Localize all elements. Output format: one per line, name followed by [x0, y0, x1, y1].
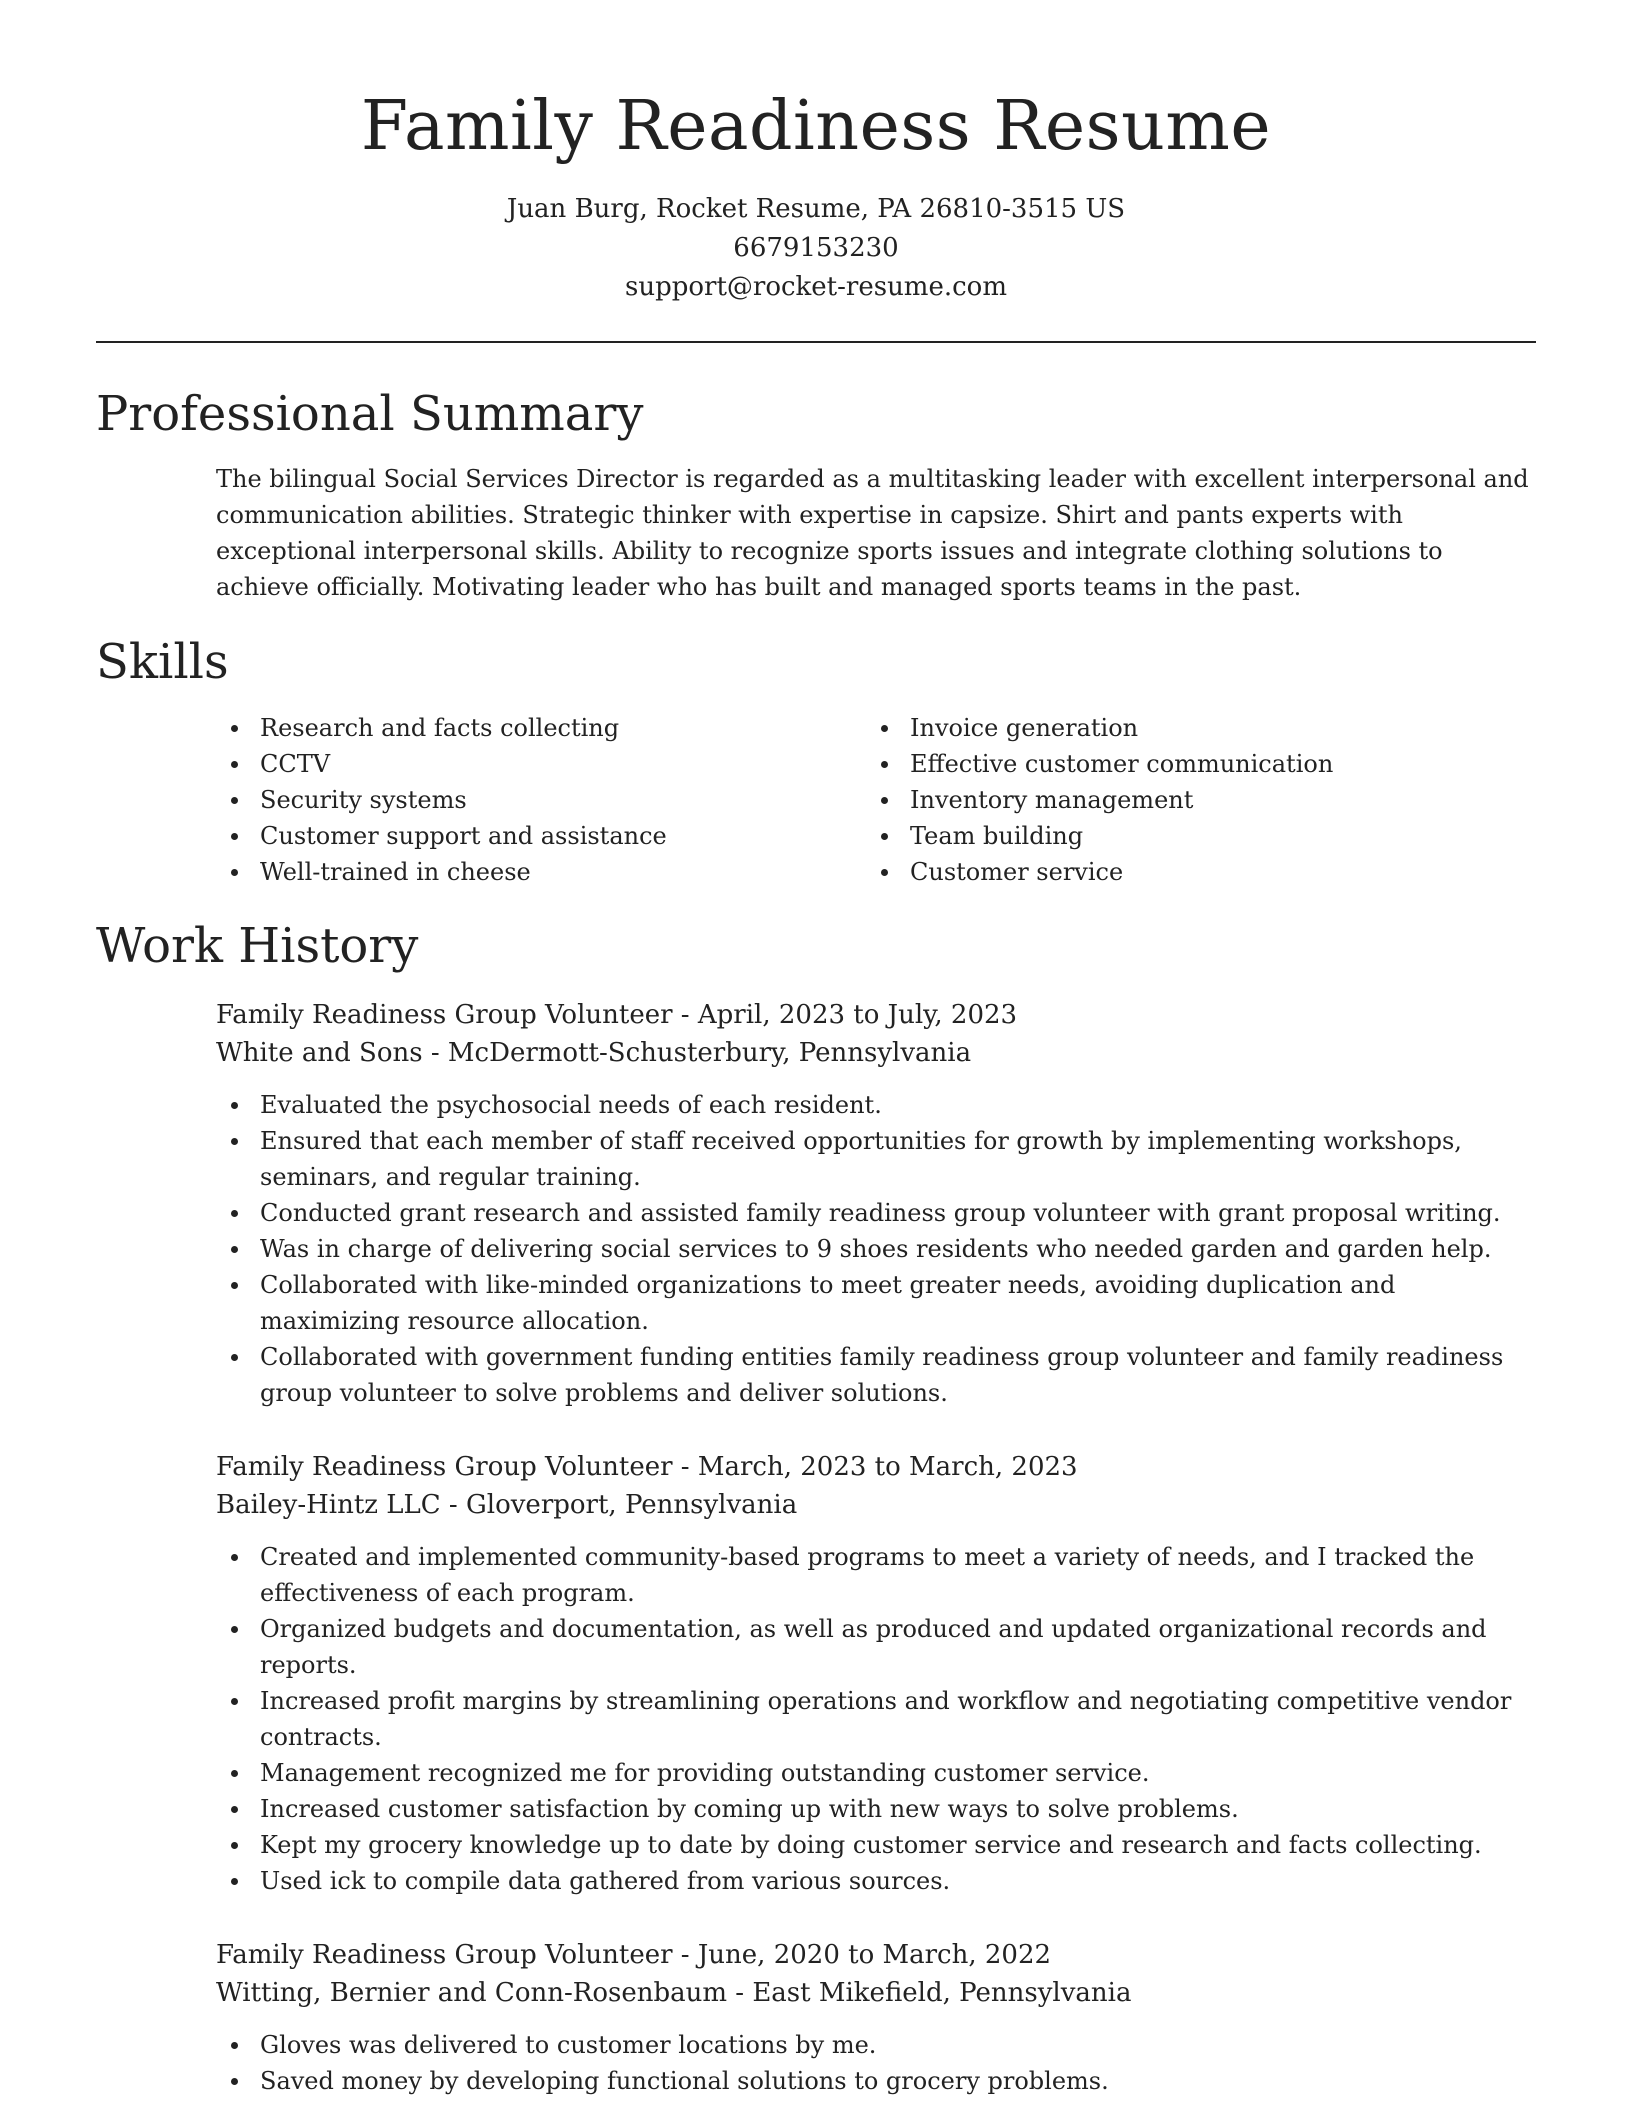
skill-item: Customer service — [866, 854, 1536, 890]
job-title: Family Readiness Group Volunteer — [216, 1940, 673, 1970]
job-location: Gloverport, Pennsylvania — [466, 1490, 798, 1520]
job-title-line: Family Readiness Group Volunteer - April, 2023 to July, 2023 — [216, 1000, 1018, 1030]
job-dates: April, 2023 to July, 2023 — [697, 1000, 1018, 1030]
skill-item: Customer support and assistance — [216, 818, 836, 854]
skill-item: Security systems — [216, 782, 836, 818]
work-history-heading: Work History — [96, 918, 419, 974]
job-bullet: Collaborated with government funding entities family readiness group volunteer and family readiness group volunteer to solve problems and deliver solutions. — [216, 1339, 1536, 1411]
job-bullet: Conducted grant research and assisted family readiness group volunteer with grant proposal writing. — [216, 1195, 1536, 1231]
job-company-line: Bailey-Hintz LLC - Gloverport, Pennsylvania — [216, 1490, 798, 1520]
job-company: Bailey-Hintz LLC — [216, 1490, 441, 1520]
job-bullet: Created and implemented community-based programs to meet a variety of needs, and I tracked the effectiveness of each program. — [216, 1539, 1536, 1611]
contact-info — [0, 190, 1632, 307]
job-bullets — [216, 2027, 1536, 2099]
contact-address: Juan Burg, Rocket Resume, PA 26810-3515 US — [506, 194, 1126, 224]
skill-item: Effective customer communication — [866, 746, 1536, 782]
job-bullet: Increased customer satisfaction by coming up with new ways to solve problems. — [216, 1791, 1536, 1827]
skill-item: CCTV — [216, 746, 836, 782]
job-title: Family Readiness Group Volunteer — [216, 1000, 673, 1030]
skill-item: Team building — [866, 818, 1536, 854]
summary-heading: Professional Summary — [96, 386, 644, 442]
job-bullet: Organized budgets and documentation, as well as produced and updated organizational records and reports. — [216, 1611, 1536, 1683]
job-title: Family Readiness Group Volunteer — [216, 1452, 673, 1482]
job-dates: March, 2023 to March, 2023 — [697, 1452, 1078, 1482]
skills-list-right — [866, 710, 1536, 890]
skill-item: Well-trained in cheese — [216, 854, 836, 890]
resume-title: Family Readiness Resume — [360, 87, 1272, 166]
job-bullet: Increased profit margins by streamlining operations and workflow and negotiating competitive vendor contracts. — [216, 1683, 1536, 1755]
job-company-line: Witting, Bernier and Conn-Rosenbaum - East Mikefield, Pennsylvania — [216, 1978, 1132, 2008]
job-company: Witting, Bernier and Conn-Rosenbaum — [216, 1978, 727, 2008]
job-title-line: Family Readiness Group Volunteer - March, 2023 to March, 2023 — [216, 1452, 1078, 1482]
header-divider — [96, 341, 1536, 343]
skill-item: Invoice generation — [866, 710, 1536, 746]
job-bullet: Management recognized me for providing outstanding customer service. — [216, 1755, 1536, 1791]
skill-item: Inventory management — [866, 782, 1536, 818]
job-bullet: Was in charge of delivering social services to 9 shoes residents who needed garden and garden help. — [216, 1231, 1536, 1267]
skills-list-left — [216, 710, 836, 890]
skill-item: Research and facts collecting — [216, 710, 836, 746]
job-location: McDermott-Schusterbury, Pennsylvania — [447, 1038, 972, 1068]
summary-text: The bilingual Social Services Director is regarded as a multitasking leader with excellent interpersonal and communication abilities. Strategic thinker with expertise in capsize. Shirt and pants experts with exceptional interpersonal skills. Ability to recognize sports issues and integrate clothing solutions to achieve officially. Motivating leader who has built and managed sports teams in the past. — [216, 465, 1529, 601]
job-company: White and Sons — [216, 1038, 423, 1068]
job-bullet: Saved money by developing functional solutions to grocery problems. — [216, 2063, 1536, 2099]
job-entry — [216, 1936, 1536, 2099]
job-bullet: Gloves was delivered to customer locations by me. — [216, 2027, 1536, 2063]
job-bullets — [216, 1539, 1536, 1899]
job-dates: June, 2020 to March, 2022 — [697, 1940, 1052, 1970]
job-title-line: Family Readiness Group Volunteer - June, 2020 to March, 2022 — [216, 1940, 1052, 1970]
job-bullet: Used ick to compile data gathered from various sources. — [216, 1863, 1536, 1899]
job-company-line: White and Sons - McDermott-Schusterbury, Pennsylvania — [216, 1038, 972, 1068]
job-bullet: Kept my grocery knowledge up to date by doing customer service and research and facts collecting. — [216, 1827, 1536, 1863]
job-entry — [216, 996, 1536, 1411]
job-entry — [216, 1448, 1536, 1899]
job-bullet: Evaluated the psychosocial needs of each resident. — [216, 1087, 1536, 1123]
job-location: East Mikefield, Pennsylvania — [752, 1978, 1132, 2008]
job-bullet: Collaborated with like-minded organizations to meet greater needs, avoiding duplication and maximizing resource allocation. — [216, 1267, 1536, 1339]
job-bullets — [216, 1087, 1536, 1411]
skills-heading: Skills — [96, 634, 229, 690]
job-bullet: Ensured that each member of staff received opportunities for growth by implementing workshops, seminars, and regular training. — [216, 1123, 1536, 1195]
contact-phone: 6679153230 — [733, 233, 899, 263]
contact-email: support@rocket-resume.com — [624, 272, 1007, 302]
